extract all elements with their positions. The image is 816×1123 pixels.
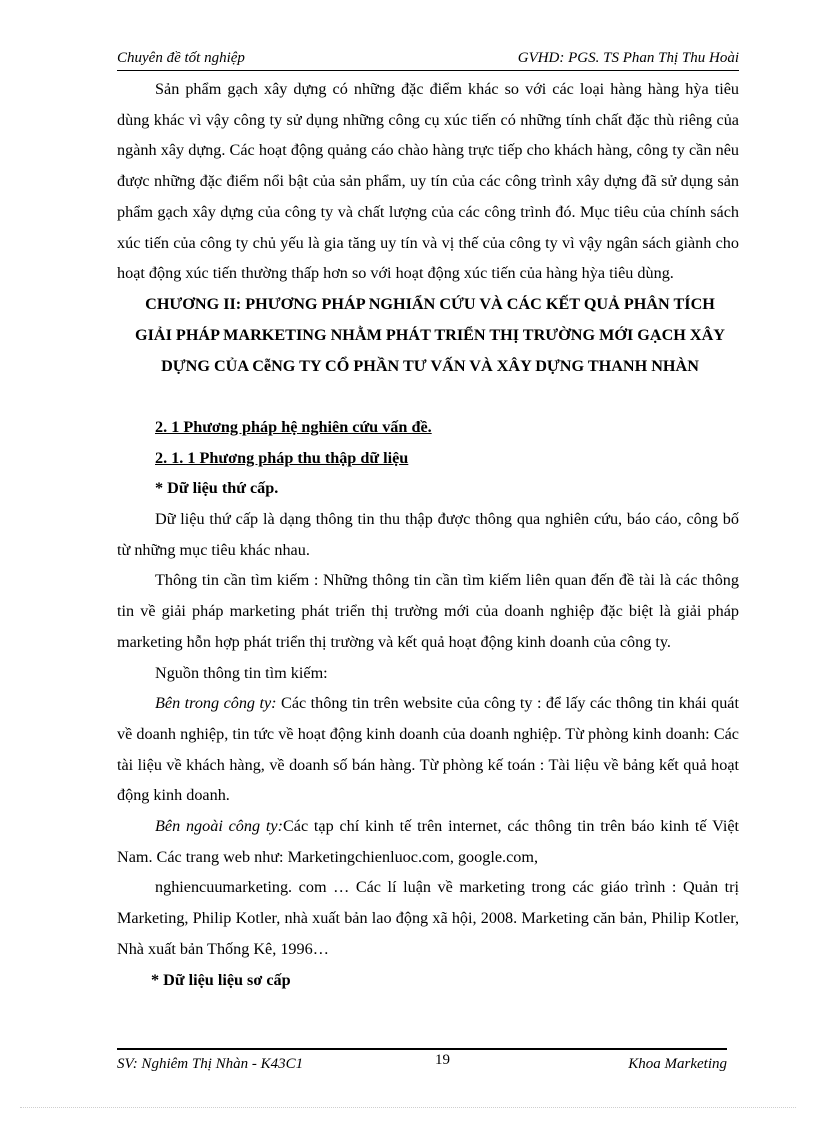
intro-paragraph: Sản phẩm gạch xây dựng có những đặc điểm khác so với các loại hàng hàng hỳa tiêu dùng khác vì vậy công ty sử dụng những công cụ xúc tiến có những tính chất đặc thù riêng của ngành xây dựng. Các hoạt động quảng cáo chào hàng trực tiếp cho khách hàng, công ty cần nêu được những đặc điểm nổi bật của sản phẩm, uy tín của các công trình xây dựng đã sử dụng sản phẩm gạch xây dựng của công ty và chất lượng của các công trình đó. Mục tiêu của chính sách xúc tiến của công ty chủ yếu là gia tăng uy tín và vị thế của công ty vì vậy ngân sách giành cho hoạt động xúc tiến thường thấp hơn so với hoạt động xúc tiến của hàng hỳa tiêu dùng. xyxy=(117,80,739,283)
footer-student: SV: Nghiêm Thị Nhàn - K43C1 xyxy=(117,1056,304,1072)
info-needed-paragraph: Thông tin cần tìm kiếm : Những thông tin cần tìm kiếm liên quan đến đề tài là các thông tin về giải pháp marketing phát triển thị trường mới của doanh nghiệp đặc biệt là giải pháp marketing hỗn hợp phát triển thị trường và kết quả hoạt động kinh doanh của công ty. xyxy=(117,571,739,651)
primary-data-heading: * Dữ liệu liệu sơ cấp xyxy=(151,970,291,989)
page-footer xyxy=(117,1048,727,1080)
header-advisor: GVHD: PGS. TS Phan Thị Thu Hoài xyxy=(517,50,739,66)
chapter-title: CHƯƠNG II: PHƯƠNG PHÁP NGHIẨN CỨU VÀ CÁC KẾT QUẢ PHÂN TÍCH GIẢI PHÁP MARKETING NHẰM PHÁT TRIỂN THỊ TRƯỜNG MỚI GẠCH XÂY DỰNG CỦA CễNG TY CỔ PHẦN TƯ VẤN VÀ XÂY DỰNG THANH NHÀN xyxy=(135,294,725,375)
external-sources-text: Các tạp chí kinh tế trên internet, các thông tin trên báo kinh tế Việt Nam. Các trang web như: Marketingchienluoc.com, google.com, xyxy=(117,817,740,866)
header-course-title: Chuyên đề tốt nghiệp xyxy=(117,50,245,66)
page-body xyxy=(117,74,739,995)
external-sources-label: Bên ngoài công ty: xyxy=(155,817,283,836)
section-2-1-heading: 2. 1 Phương pháp hệ nghiên cứu vấn đề. xyxy=(155,417,432,436)
internal-sources-paragraph xyxy=(117,688,739,811)
internal-sources-label: Bên trong công ty: xyxy=(155,694,277,713)
secondary-data-definition: Dữ liệu thứ cấp là dạng thông tin thu thập được thông qua nghiên cứu, báo cáo, công bố từ những mục tiêu khác nhau. xyxy=(117,510,739,559)
footer-faculty: Khoa Marketing xyxy=(628,1056,727,1072)
section-2-1-1-heading: 2. 1. 1 Phương pháp thu thập dữ liệu xyxy=(155,448,409,467)
external-sources-paragraph xyxy=(117,811,739,872)
page-number: 19 xyxy=(435,1052,450,1068)
internal-sources-text: Các thông tin trên website của công ty : để lấy các thông tin khái quát về doanh nghiệp, tin tức về hoạt động kinh doanh của doanh nghiệp. Từ phòng kinh doanh: Các tài liệu về khách hàng, về doanh số bán hàng. Từ phòng kế toán : Tài liệu về bảng kết quả hoạt động kinh doanh. xyxy=(117,694,739,805)
secondary-data-heading: * Dữ liệu thứ cấp. xyxy=(155,479,279,498)
page-header xyxy=(117,48,739,71)
page-bottom-divider xyxy=(20,1107,796,1108)
external-sources-continued: nghiencuumarketing. com … Các lí luận về marketing trong các giáo trình : Quản trị Marketing, Philip Kotler, nhà xuất bản lao động xã hội, 2008. Marketing căn bản, Philip Kotler, Nhà xuất bản Thống Kê, 1996… xyxy=(117,878,739,958)
sources-label: Nguồn thông tin tìm kiếm: xyxy=(155,663,328,682)
